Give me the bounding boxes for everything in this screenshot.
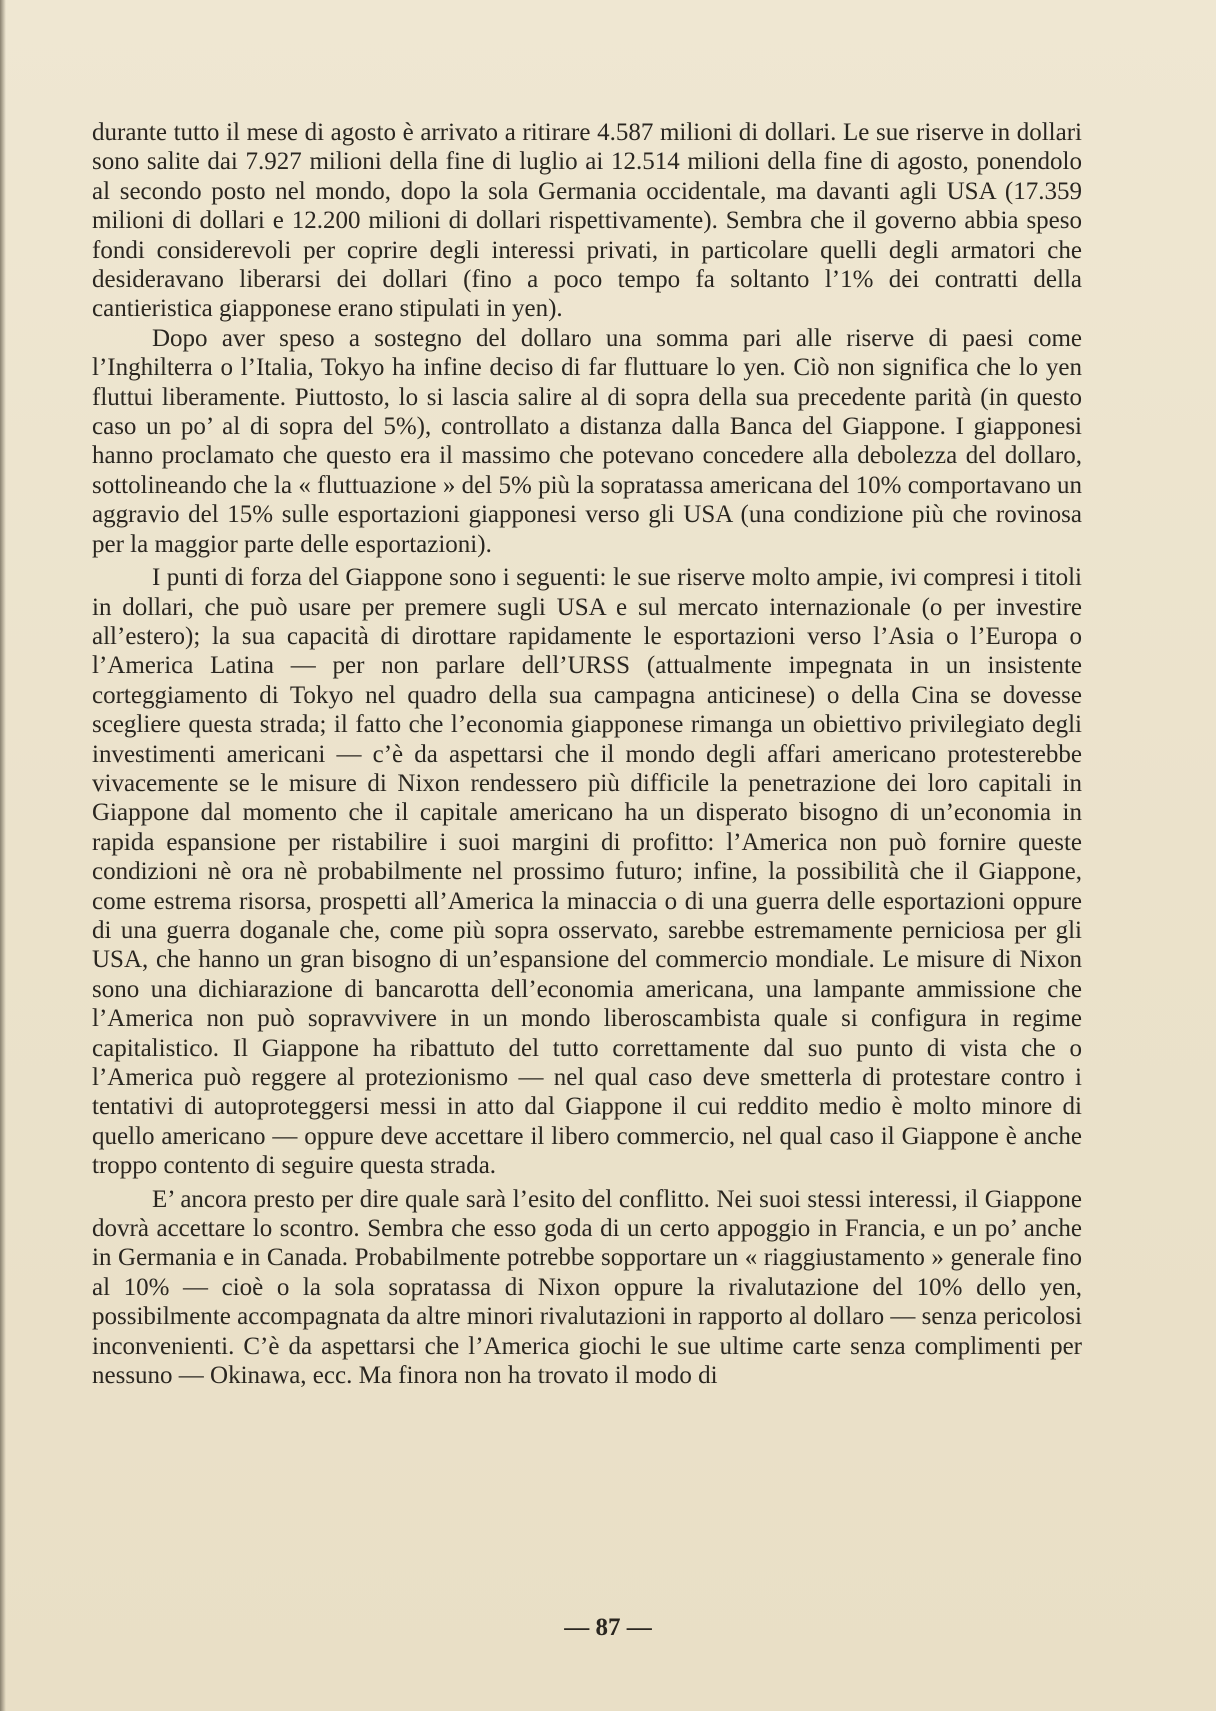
paragraph-1: durante tutto il mese di agosto è arrivato a ritirare 4.587 milioni di dollari. Le sue riserve in dollari sono salite dai 7.927 milioni della fine di luglio ai 12.514 milioni della fine di agosto, ponendolo al secondo posto nel mondo, dopo la sola Germania occidentale, ma davanti agli USA (17.359 milioni di dollari e 12.200 milioni di dollari rispettivamente). Sembra che il governo abbia speso fondi considerevoli per coprire degli interessi privati, in particolare quelli degli armatori che desideravano liberarsi dei dollari (fino a poco tempo fa soltanto l’1% dei contratti della cantieristica giapponese erano stipulati in yen). (92, 119, 1082, 323)
article-body (92, 118, 1082, 1390)
page-number: — 87 — (564, 1614, 652, 1641)
paragraph-4: E’ ancora presto per dire quale sarà l’esito del conflitto. Nei suoi stessi interessi, il Giappone dovrà accettare lo scontro. Sembra che esso goda di un certo appoggio in Francia, e un po’ anche in Germania e in Canada. Probabilmente potrebbe sopportare un « riaggiustamento » generale fino al 10% — cioè o la sola sopratassa di Nixon oppure la rivalutazione del 10% dello yen, possibilmente accompagnata da altre minori rivalutazioni in rapporto al dollaro — senza pericolosi inconvenienti. C’è da aspettarsi che l’America giochi le sue ultime carte senza complimenti per nessuno — Okinawa, ecc. Ma finora non ha trovato il modo di (92, 1185, 1082, 1390)
paragraph-3: I punti di forza del Giappone sono i seguenti: le sue riserve molto ampie, ivi compresi i titoli in dollari, che può usare per premere sugli USA e sul mercato internazionale (o per investire all’estero); la sua capacità di dirottare rapidamente le esportazioni verso l’Asia o l’Europa o l’America Latina — per non parlare dell’URSS (attualmente impegnata in un insistente corteggiamento di Tokyo nel quadro della sua campagna anticinese) o della Cina se dovesse scegliere questa strada; il fatto che l’economia giapponese rimanga un obiettivo privilegiato degli investimenti americani — c’è da aspettarsi che il mondo degli affari americano protesterebbe vivacemente se le misure di Nixon rendessero più difficile la penetrazione dei loro capitali in Giappone dal momento che il capitale americano ha un disperato bisogno di un’economia in rapida espansione per ristabilire i suoi margini di profitto: l’America non può fornire queste condizioni nè ora nè probabilmente nel prossimo futuro; infine, la possibilità che il Giappone, come estrema risorsa, prospetti all’America la minaccia o di una guerra delle esportazioni oppure di una guerra doganale che, come più sopra osservato, sarebbe estremamente perniciosa per gli USA, che hanno un gran bisogno di un’espansione del commercio mondiale. Le misure di Nixon sono una dichiarazione di bancarotta dell’economia americana, una lampante ammissione che l’America non può sopravvivere in un mondo liberoscambista quale si configura in regime capitalistico. Il Giappone ha ribattuto del tutto correttamente dal suo punto di vista che o l’America può reggere al protezionismo — nel qual caso deve smetterla di protestare contro i tentativi di autoproteggersi messi in atto dal Giappone il cui reddito medio è molto minore di quello americano — oppure deve accettare il libero commercio, nel qual caso il Giappone è anche troppo contento di seguire questa strada. (92, 564, 1082, 1180)
paragraph-2: Dopo aver speso a sostegno del dollaro una somma pari alle riserve di paesi come l’Inghilterra o l’Italia, Tokyo ha infine deciso di far fluttuare lo yen. Ciò non significa che lo yen fluttui liberamente. Piuttosto, lo si lascia salire al di sopra della sua precedente parità (in questo caso un po’ al di sopra del 5%), controllato a distanza dalla Banca del Giappone. I giapponesi hanno proclamato che questo era il massimo che potevano concedere alla debolezza del dollaro, sottolineando che la « fluttuazione » del 5% più la sopratassa americana del 10% comportavano un aggravio del 15% sulle esportazioni giapponesi verso gli USA (una condizione più che rovinosa per la maggior parte delle esportazioni). (92, 324, 1082, 558)
page-edge-shadow (0, 0, 6, 1711)
